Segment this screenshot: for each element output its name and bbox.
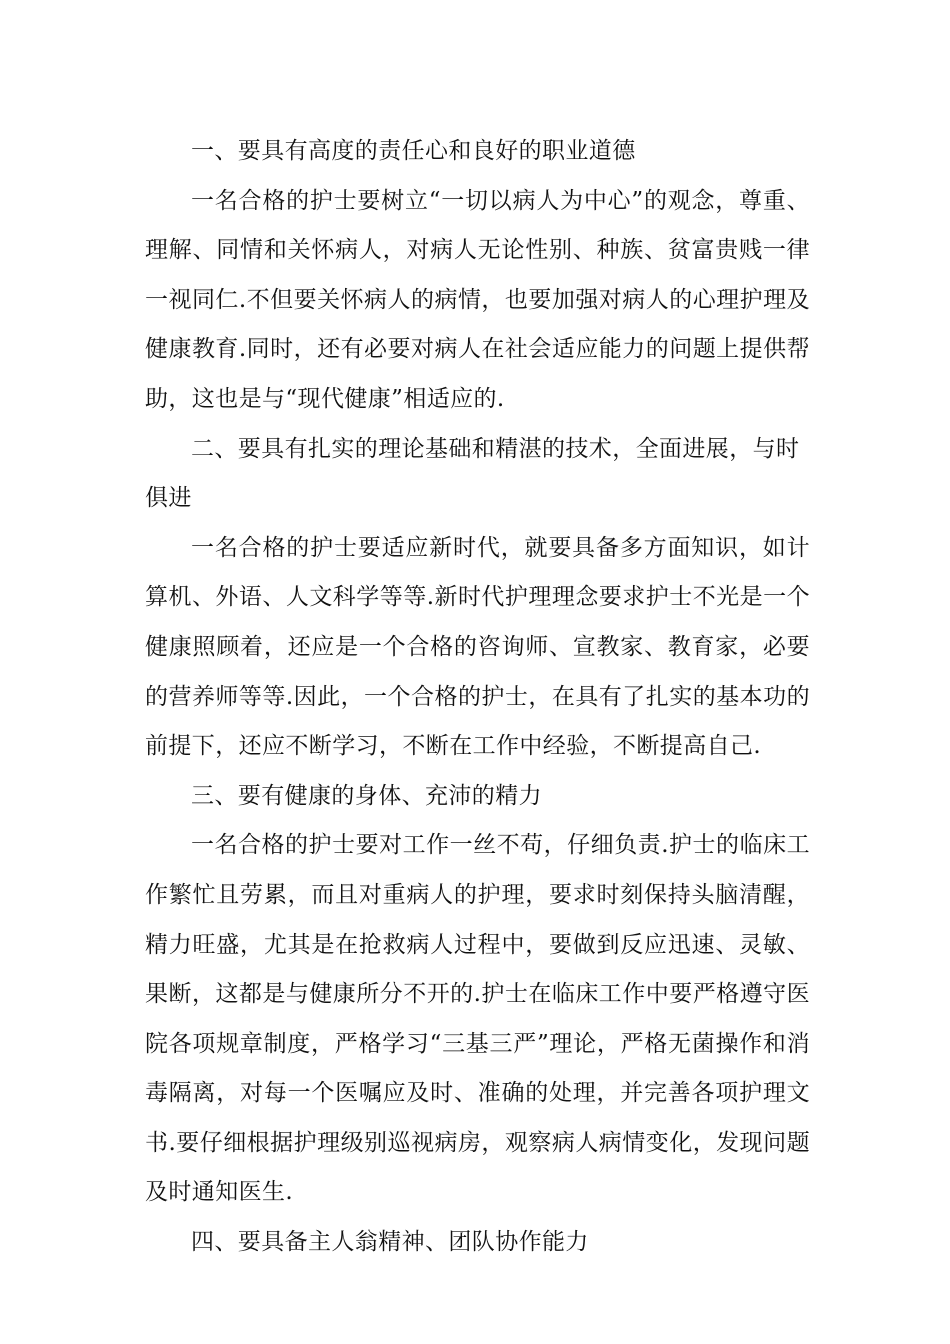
section-3-heading: 三、要有健康的身体、充沛的精力 (191, 782, 542, 809)
section-1-paragraph: 一名合格的护士要树立“一切以病人为中心”的观念，尊重、理解、同情和关怀病人，对病人无论性别、种族、贫富贵贱一律一视同仁.不但要关怀病人的病情，也要加强对病人的心理护理及健康教育.同时，还有必要对病人在社会适应能力的问题上提供帮助，这也是与“现代健康”相适应的. (145, 187, 810, 412)
section-2-paragraph: 一名合格的护士要适应新时代，就要具备多方面知识，如计算机、外语、人文科学等等.新时代护理理念要求护士不光是一个健康照顾着，还应是一个合格的咨询师、宣教家、教育家，必要的营养师等等.因此，一个合格的护士，在具有了扎实的基本功的前提下，还应不断学习，不断在工作中经验，不断提高自己. (145, 534, 810, 760)
section-2-heading: 二、要具有扎实的理论基础和精湛的技术，全面进展，与时俱进 (145, 435, 800, 512)
section-3-paragraph: 一名合格的护士要对工作一丝不苟，仔细负责.护士的临床工作繁忙且劳累，而且对重病人的护理，要求时刻保持头脑清醒，精力旺盛，尤其是在抢救病人过程中，要做到反应迅速、灵敏、果断，这都是与健康所分不开的.护士在临床工作中要严格遵守医院各项规章制度，严格学习“三基三严”理论，严格无菌操作和消毒隔离，对每一个医嘱应及时、准确的处理，并完善各项护理文书.要仔细根据护理级别巡视病房，观察病人病情变化，发现问题及时通知医生. (145, 832, 810, 1206)
document-body (145, 127, 810, 1268)
section-4-heading: 四、要具备主人翁精神、团队协作能力 (191, 1229, 589, 1256)
section-1-heading: 一、要具有高度的责任心和良好的职业道德 (191, 138, 636, 164)
